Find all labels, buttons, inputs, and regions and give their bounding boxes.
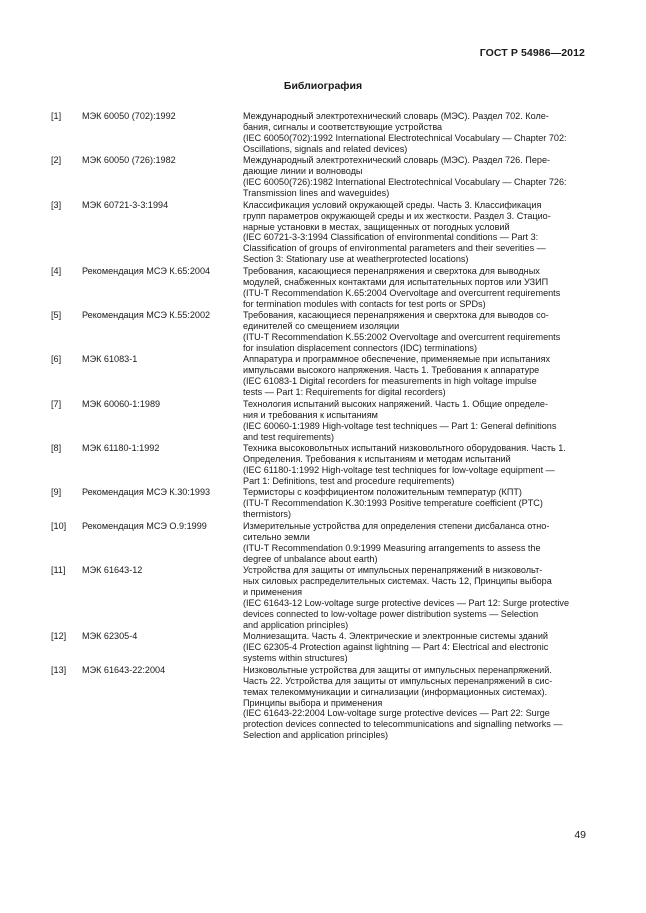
description-line: Часть 22. Устройства для защиты от импульсных перенапряжений в сис- [243, 675, 553, 686]
entry-number: [8] [51, 443, 62, 454]
description-line: devices connected to low-voltage power distribution systems — Selection [243, 608, 539, 619]
bibliography-entry [51, 443, 588, 487]
entry-document-id: Рекомендация МСЭ К.65:2004 [82, 265, 211, 276]
description-line: Part 1: Definitions, test and procedure requirements) [243, 475, 455, 486]
page-number: 49 [574, 829, 586, 841]
entry-number: [12] [51, 631, 67, 642]
description-line: Принципы выбора и применения [243, 697, 383, 708]
entry-document-id: Рекомендация МСЭ К.55:2002 [82, 310, 211, 321]
entry-document-id: МЭК 61643-12 [82, 565, 143, 576]
entry-description [243, 200, 588, 266]
bibliography-list [51, 111, 588, 742]
entry-description [243, 665, 588, 742]
entry-number: [1] [51, 111, 62, 121]
bibliography-entry [51, 631, 588, 664]
entry-number: [5] [51, 310, 62, 321]
description-line: бания, сигналы и соответствующие устройства [243, 121, 443, 132]
description-line: and test requirements) [243, 431, 334, 442]
bibliography-entry [51, 565, 588, 631]
description-line: Section 3: Stationary use at weatherprotected locations) [243, 254, 469, 265]
entry-description [243, 631, 588, 664]
entry-document-id: Рекомендация МСЭ О.9:1999 [82, 520, 207, 531]
description-line: ния и требования к испытаниям [243, 409, 378, 420]
bibliography-entry [51, 487, 588, 520]
description-line: (IEC 61643-12 Low-voltage surge protective devices — Part 12: Surge protective [243, 597, 570, 608]
description-line: Classification of groups of environmental parameters and their severities — [243, 243, 546, 254]
description-line: импульсами высокого напряжения. Часть 1. Требования к аппаратуре [243, 365, 540, 376]
description-line: ных силовых распределительных системах. Часть 12, Принципы выбора [243, 576, 552, 587]
description-line: Transmission lines and waveguides) [243, 188, 390, 199]
entry-description [243, 399, 588, 443]
description-line: (IEC 62305-4 Protection against lightning — Part 4: Electrical and electronic [243, 642, 549, 653]
bibliography-entry [51, 665, 588, 742]
entry-number: [11] [51, 565, 66, 576]
entry-description [243, 443, 588, 487]
description-line: thermistors) [243, 509, 291, 520]
entry-number: [9] [51, 487, 62, 498]
description-line: модулей, снабженных контактами для испытательных портов или УЗИП [243, 276, 549, 287]
bibliography-entry [51, 521, 588, 565]
entry-description [243, 565, 588, 631]
bibliography-entry [51, 310, 588, 354]
description-line: единителей со смещением изоляции [243, 321, 400, 332]
description-line: (ITU-T Recommendation K.65:2004 Overvoltage and overcurrent requirements [243, 287, 561, 298]
bibliography-entry [51, 111, 588, 155]
entry-document-id: МЭК 61083-1 [82, 354, 138, 365]
entry-description [243, 521, 588, 565]
description-line: Техника высоковольтных испытаний низковольтного оборудования. Часть 1. [243, 443, 566, 454]
entry-number: [6] [51, 354, 62, 365]
description-line: (ITU-T Recommendation K.55:2002 Overvoltage and overcurrent requirements [243, 332, 561, 343]
description-line: и применения [243, 586, 303, 597]
document-header: ГОСТ Р 54986—2012 [479, 47, 585, 59]
bibliography-entry [51, 200, 588, 266]
description-line: and application principles) [243, 619, 349, 630]
bibliography-entry [51, 155, 588, 199]
description-line: (ITU-T Recommendation K.30:1993 Positive temperature coefficient (PTC) [243, 498, 543, 509]
entry-number: [4] [51, 265, 62, 276]
description-line: Selection and application principles) [243, 730, 389, 741]
description-line: tests — Part 1: Requirements for digital recorders) [243, 387, 446, 398]
description-line: темах телекоммуникации и сигнализации (информационных системах). [243, 686, 548, 697]
description-line: Низковольтные устройства для защиты от импульсных перенапряжений. [243, 664, 552, 675]
description-line: сительно земли [243, 531, 310, 542]
entry-number: [10] [51, 520, 67, 531]
entry-description [243, 310, 588, 354]
description-line: (IEC 60050(726):1982 International Electrotechnical Vocabulary — Chapter 726: [243, 177, 567, 188]
description-line: (IEC 61083-1 Digital recorders for measurements in high voltage impulse [243, 376, 537, 387]
bibliography-entry [51, 399, 588, 443]
page-title: Библиография [283, 80, 363, 92]
entry-number: [2] [51, 155, 62, 166]
description-line: Технология испытаний высоких напряжений. Часть 1. Общие определе- [243, 398, 549, 409]
entry-description [243, 354, 588, 398]
description-line: degree of unbalance about earth) [243, 553, 378, 564]
entry-number: [13] [51, 664, 67, 675]
description-line: Термисторы с коэффициентом положительным температур (КПТ) [243, 487, 522, 498]
description-line: групп параметров окружающей среды и их жесткости. Раздел 3. Стацио- [243, 210, 551, 221]
bibliography-entry [51, 354, 588, 398]
description-line: (IEC 60721-3-3:1994 Classification of environmental conditions — Part 3: [243, 232, 539, 243]
entry-document-id: МЭК 60050 (702):1992 [82, 111, 176, 121]
description-line: Классификация условий окружающей среды. Часть 3. Классификация [243, 199, 542, 210]
entry-number: [7] [51, 398, 62, 409]
entry-number: [3] [51, 199, 62, 210]
description-line: Oscillations, signals and related devices) [243, 143, 408, 154]
description-line: Определения. Требования к испытаниям и методам испытаний [243, 454, 511, 465]
entry-description [243, 487, 588, 520]
entry-document-id: Рекомендация МСЭ К.30:1993 [82, 487, 211, 498]
description-line: systems within structures) [243, 653, 348, 664]
entry-document-id: МЭК 61643-22:2004 [82, 664, 166, 675]
entry-description [243, 155, 588, 199]
entry-document-id: МЭК 60721-3-3:1994 [82, 199, 169, 210]
description-line: Аппаратура и программное обеспечение, применяемые при испытаниях [243, 354, 551, 365]
description-line: (ITU-T Recommendation 0.9:1999 Measuring arrangements to assess the [243, 542, 541, 553]
entry-document-id: МЭК 61180-1:1992 [82, 443, 160, 454]
entry-description [243, 266, 588, 310]
description-line: Международный электротехнический словарь (МЭС). Раздел 726. Пере- [243, 155, 551, 166]
entry-document-id: МЭК 62305-4 [82, 631, 138, 642]
description-line: Требования, касающиеся перенапряжения и сверхтока для выводов со- [243, 310, 549, 321]
entry-document-id: МЭК 60060-1:1989 [82, 398, 161, 409]
entry-document-id: МЭК 60050 (726):1982 [82, 155, 176, 166]
description-line: Устройства для защиты от импульсных перенапряжений в низковольт- [243, 565, 543, 576]
description-line: нарные установки в местах, защищенных от погодных условий [243, 221, 510, 232]
description-line: for insulation displacement connectors (IDC) terminations) [243, 343, 478, 354]
bibliography-entry [51, 266, 588, 310]
description-line: Молниезащита. Часть 4. Электрические и электронные системы зданий [243, 631, 548, 642]
description-line: Требования, касающиеся перенапряжения и сверхтока для выводных [243, 265, 540, 276]
description-line: (IEC 61643-22:2004 Low-voltage surge protective devices — Part 22: Surge [243, 708, 550, 719]
description-line: Международный электротехнический словарь (МЭС). Раздел 702. Коле- [243, 111, 549, 121]
description-line: protection devices connected to telecommunications and signalling networks — [243, 719, 563, 730]
description-line: (IEC 60060-1:1989 High-voltage test techniques — Part 1: General definitions [243, 420, 557, 431]
entry-description [243, 111, 588, 155]
description-line: (IEC 60050(702):1992 International Electrotechnical Vocabulary — Chapter 702: [243, 132, 567, 143]
description-line: Измерительные устройства для определения степени дисбаланса отно- [243, 520, 550, 531]
description-line: (IEC 61180-1:1992 High-voltage test techniques for low-voltage equipment — [243, 465, 555, 475]
description-line: дающие линии и волноводы [243, 166, 363, 177]
description-line: for termination modules with contacts for test ports or SPDs) [243, 298, 486, 309]
